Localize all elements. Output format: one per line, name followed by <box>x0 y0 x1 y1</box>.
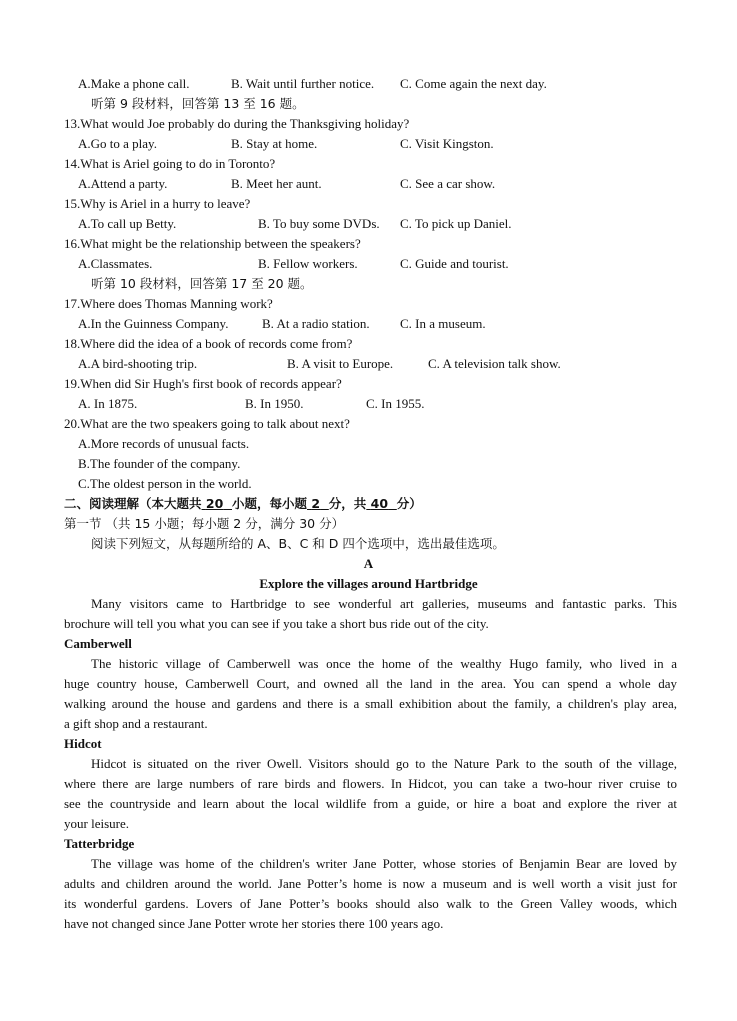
q20-option-b: B.The founder of the company. <box>78 456 241 471</box>
material-9-instruction: 听第 9 段材料，回答第 13 至 16 题。 <box>91 96 305 111</box>
q15-option-b: B. To buy some DVDs. <box>258 216 380 231</box>
tatterbridge-line-3: its wonderful gardens. Lovers of Jane Potter’s books should also walk to the Green Valley woods, which <box>64 896 677 911</box>
question-count-value: 20 <box>205 496 224 511</box>
q15-stem: 15.Why is Ariel in a hurry to leave? <box>64 196 251 211</box>
passage-intro <box>64 594 677 634</box>
q16-option-b: B. Fellow workers. <box>258 256 358 271</box>
hidcot-line-4: your leisure. <box>64 816 129 831</box>
hidcot-line-2: where there are large numbers of rare birds and flowers. In Hidcot, you can take a two-hour river cruise to <box>64 776 677 791</box>
q18-option-b: B. A visit to Europe. <box>287 356 394 371</box>
section-2-part-1: 第一节 （共 15 小题；每小题 2 分，满分 30 分） <box>64 516 345 531</box>
tatterbridge-line-2: adults and children around the world. Jane Potter’s home is now a museum and is well worth a visit just for <box>64 876 677 891</box>
material-10-instruction: 听第 10 段材料，回答第 17 至 20 题。 <box>91 276 313 291</box>
hidcot-line-1: Hidcot is situated on the river Owell. Visitors should go to the Nature Park to the south of the village, <box>91 756 677 771</box>
question-count <box>202 496 232 511</box>
hidcot-paragraph <box>64 754 677 834</box>
camberwell-line-3: walking around the house and gardens and there is a small exhibition about the family, a children's play area, <box>64 696 677 711</box>
section-2-heading <box>64 494 422 514</box>
q20-option-c: C.The oldest person in the world. <box>78 476 252 491</box>
intro-line-2: brochure will tell you what you can see if you take a short bus ride out of the city. <box>64 616 489 631</box>
camberwell-heading: Camberwell <box>64 636 132 651</box>
camberwell-line-2: huge country house, Camberwell Court, and owned all the land in the area. You can spend a whole day <box>64 676 677 691</box>
q12-option-c: C. Come again the next day. <box>400 76 547 91</box>
intro-line-1: Many visitors came to Hartbridge to see wonderful art galleries, museums and fantastic parks. This <box>91 596 677 611</box>
q19-option-b: B. In 1950. <box>245 396 304 411</box>
q13-stem: 13.What would Joe probably do during the Thanksgiving holiday? <box>64 116 410 131</box>
q13-option-c: C. Visit Kingston. <box>400 136 494 151</box>
camberwell-line-1: The historic village of Camberwell was once the home of the wealthy Hugo family, who lived in a <box>91 656 677 671</box>
tatterbridge-line-4: have not changed since Jane Potter wrote her stories there 100 years ago. <box>64 916 444 931</box>
passage-title: Explore the villages around Hartbridge <box>259 576 478 591</box>
q19-option-c: C. In 1955. <box>366 396 425 411</box>
q19-option-a: A. In 1875. <box>78 396 138 411</box>
camberwell-paragraph <box>64 654 677 734</box>
camberwell-line-4: a gift shop and a restaurant. <box>64 716 208 731</box>
q19-stem: 19.When did Sir Hugh's first book of records appear? <box>64 376 342 391</box>
hidcot-line-3: see the countryside and learn about the local wildlife from a guide, or hire a boat and explore the river at <box>64 796 677 811</box>
q17-option-b: B. At a radio station. <box>262 316 370 331</box>
q14-option-c: C. See a car show. <box>400 176 496 191</box>
tatterbridge-heading: Tatterbridge <box>64 836 135 851</box>
heading-part-1: 二、阅读理解（本大题共 <box>64 496 202 511</box>
q13-option-b: B. Stay at home. <box>231 136 318 151</box>
tatterbridge-paragraph <box>64 854 677 934</box>
total-score-value: 40 <box>370 496 389 511</box>
per-score <box>307 496 329 511</box>
q16-stem: 16.What might be the relationship between the speakers? <box>64 236 361 251</box>
heading-part-4: 分） <box>396 496 422 511</box>
q20-option-a: A.More records of unusual facts. <box>78 436 250 451</box>
q15-option-c: C. To pick up Daniel. <box>400 216 512 231</box>
q18-stem: 18.Where did the idea of a book of records come from? <box>64 336 353 351</box>
q15-option-a: A.To call up Betty. <box>78 216 177 231</box>
q16-option-a: A.Classmates. <box>78 256 153 271</box>
heading-part-3: 分，共 <box>328 496 367 511</box>
total-score <box>366 496 396 511</box>
passage-letter: A <box>363 556 374 571</box>
section-2-instruction: 阅读下列短文，从每题所给的 A、B、C 和 D 四个选项中，选出最佳选项。 <box>91 536 505 551</box>
q14-option-a: A.Attend a party. <box>78 176 168 191</box>
per-score-value: 2 <box>311 496 321 511</box>
tatterbridge-line-1: The village was home of the children's writer Jane Potter, whose stories of Benjamin Bear are loved by <box>91 856 677 871</box>
q18-option-a: A.A bird-shooting trip. <box>78 356 198 371</box>
q17-option-a: A.In the Guinness Company. <box>78 316 229 331</box>
q12-option-a: A.Make a phone call. <box>78 76 190 91</box>
q17-option-c: C. In a museum. <box>400 316 486 331</box>
q16-option-c: C. Guide and tourist. <box>400 256 509 271</box>
q17-stem: 17.Where does Thomas Manning work? <box>64 296 273 311</box>
q20-stem: 20.What are the two speakers going to talk about next? <box>64 416 350 431</box>
q18-option-c: C. A television talk show. <box>428 356 561 371</box>
q12-option-b: B. Wait until further notice. <box>231 76 375 91</box>
q14-option-b: B. Meet her aunt. <box>231 176 322 191</box>
q14-stem: 14.What is Ariel going to do in Toronto? <box>64 156 276 171</box>
q13-option-a: A.Go to a play. <box>78 136 157 151</box>
heading-part-2: 小题，每小题 <box>232 496 308 511</box>
hidcot-heading: Hidcot <box>64 736 102 751</box>
